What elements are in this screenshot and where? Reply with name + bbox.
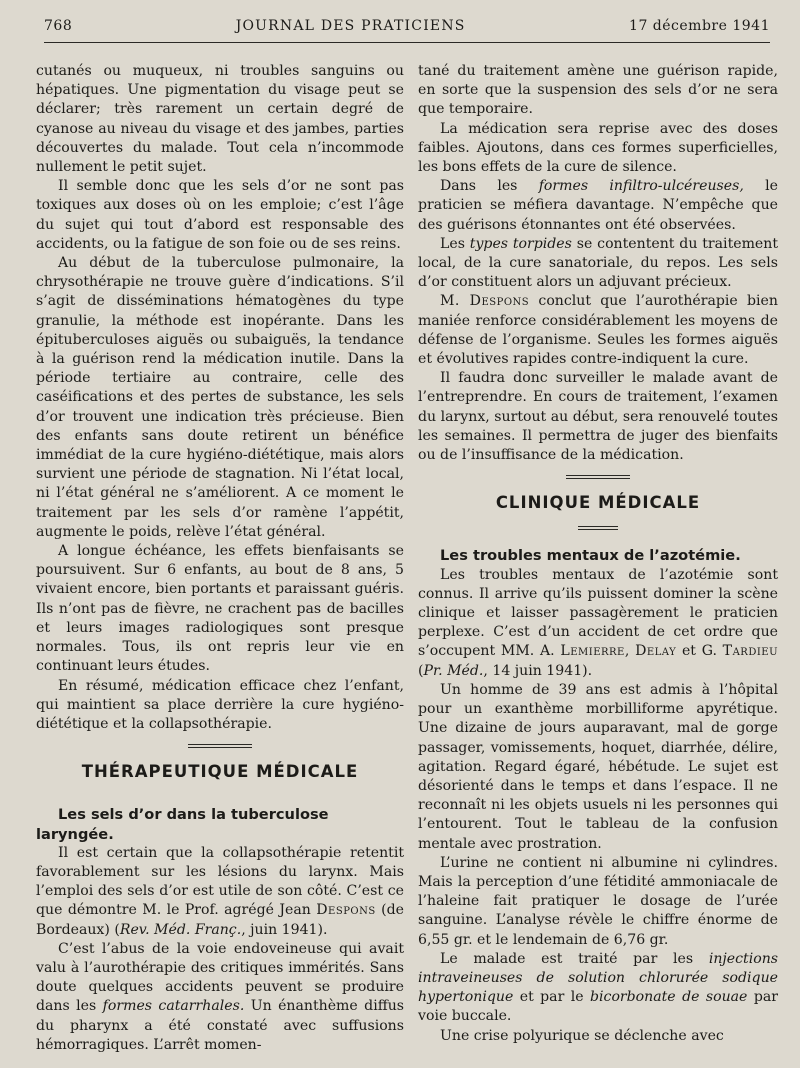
paragraph: L’urine ne contient ni albumine ni cylindres. Mais la perception d’une fétidité ammoniacale de l’haleine fait pratiquer le dosage de l’urée sanguine. L’analyse révèle le chiffre énorme de 6,55 gr. et le lendemain de 6,76 gr. [418, 854, 778, 948]
article-title: Les troubles mentaux de l’azotémie. [440, 547, 741, 565]
paragraph: Il est certain que la collapsothérapie retentit favorablement sur les lésions du larynx. Mais l’emploi des sels d’or est utile de son côté. C’est ce que démontre M. le Prof. agrégé Jean Despons (de Bordeaux) (Rev. Méd. Franç., juin 1941). [36, 844, 405, 938]
paragraph: M. Despons conclut que l’aurothérapie bien maniée renforce considérablement les moyens de défense de l’organisme. Seules les formes aiguës et évolutives rapides contre-indiquent la cure. [418, 293, 778, 368]
paragraph: En résumé, médication efficace chez l’enfant, qui maintient sa place derrière la cure hygiéno-diététique et la collapsothérapie. [36, 677, 404, 732]
paragraph: Dans les formes infiltro-ulcéreuses, le praticien se méfiera davantage. N’empêche que des guérisons étonnantes ont été observées. [418, 178, 778, 233]
paragraph: Il faudra donc surveiller le malade avant de l’entreprendre. En cours de traitement, l’examen du larynx, surtout au début, sera renouvelé toutes les semaines. Il permettra de juger des bienfaits ou de l’insuffisance de la médication. [418, 370, 778, 464]
paragraph: Une crise polyurique se déclenche avec [440, 1027, 724, 1044]
running-header [44, 18, 770, 43]
issue-date: 17 décembre 1941 [629, 18, 770, 34]
journal-title: JOURNAL DES PRATICIENS [235, 18, 466, 34]
page-number: 768 [44, 18, 73, 34]
paragraph: tané du traitement amène une guérison rapide, en sorte que la suspension des sels d’or ne sera que temporaire. [418, 63, 778, 118]
section-divider [578, 526, 618, 530]
citation: Rev. Méd. Franç. [119, 921, 242, 938]
paragraph: A longue échéance, les effets bienfaisants se poursuivent. Sur 6 enfants, au bout de 8 ans, 5 vivaient encore, bien portants et paraissant guéris. Ils n’ont pas de fièvre, ne crachent pas de bacilles et leurs images radiologiques sont presque normales. Tous, ils ont repris leur vie en continuant leurs études. [36, 543, 404, 675]
article-title: Les sels d’or dans la tuberculose laryngée. [36, 806, 329, 843]
paragraph: La médication sera reprise avec des doses faibles. Ajoutons, dans ces formes superficielles, les bons effets de la cure de silence. [418, 120, 778, 176]
section-heading: CLINIQUE MÉDICALE [495, 493, 701, 513]
paragraph: Au début de la tuberculose pulmonaire, la chrysothérapie ne trouve guère d’indications. S’il s’agit de disséminations hématogènes du type granulie, la méthode est inopérante. Dans les épituberculoses aiguës ou subaiguës, la tendance à la guérison rend la médication inutile. Dans la période tertiaire au contraire, celle des caséifications et des pertes de substance, les sels d’or trouvent une indication très précieuse. Bien des enfants sans doute retirent un bénéfice immédiat de la cure hygiéno-diététique, mais alors survient une période de stagnation. Ni l’état local, ni l’état général ne s’améliorent. A ce moment le traitement par les sels d’or ramène l’appétit, augmente le poids, relève l’état général. [36, 255, 404, 540]
author-name: Despons [316, 902, 376, 919]
paragraph: Le malade est traité par les injections intraveineuses de solution chlorurée sodique hypertonique et par le bicorbonate de souae par voie buccale. [418, 950, 778, 1025]
paragraph: Les types torpides se contentent du traitement local, de la cure sanatoriale, du repos. Les sels d’or constituent alors un adjuvant précieux. [418, 235, 779, 291]
right-column [418, 62, 778, 1046]
section-heading: THÉRAPEUTIQUE MÉDICALE [81, 762, 359, 782]
section-divider [188, 744, 252, 748]
author-name: M. Despons [440, 293, 530, 310]
left-column [36, 62, 404, 1055]
paragraph: cutanés ou muqueux, ni troubles sanguins ou hépatiques. Une pigmentation du visage peut se déclarer; très rarement un certain degré de cyanose au niveau du visage et des jambes, parties découvertes du malade. Tout cela n’incommode nullement le petit sujet. [36, 63, 404, 176]
paragraph: Un homme de 39 ans est admis à l’hôpital pour un exanthème morbilliforme apyrétique. Une dizaine de jours auparavant, mal de gorge passager, vomissements, hoquet, diarrhée, délire, agitation. Regard égaré, hébétude. Le sujet est désorienté dans le temps et dans l’espace. Il ne reconnaît ni les objets usuels ni les personnes qui l’entourent. Tout le tableau de la confusion mentale avec prostration. [418, 681, 778, 852]
paragraph: Il semble donc que les sels d’or ne sont pas toxiques aux doses où on les emploie; c’est l’âge du sujet qui tout d’abord est responsable des accidents, ou la fatigue de son foie ou de ses reins. [36, 178, 404, 252]
paragraph: C’est l’abus de la voie endoveineuse qui avait valu à l’aurothérapie des critiques immérités. Sans doute quelques accidents peuvent se produire dans les formes catarrhales. Un énanthème diffus du pharynx a été constaté avec suffusions hémorragiques. L’arrêt momen- [36, 940, 405, 1053]
paragraph: Les troubles mentaux de l’azotémie sont connus. Il arrive qu’ils puissent dominer la scène clinique et laisser passagèrement le praticien perplexe. C’est d’un accident de cet ordre que s’occupent MM. A. Lemierre, Delay et G. Tardieu (Pr. Méd., 14 juin 1941). [418, 566, 779, 679]
section-divider [566, 475, 630, 479]
citation: Pr. Méd. [423, 662, 484, 679]
